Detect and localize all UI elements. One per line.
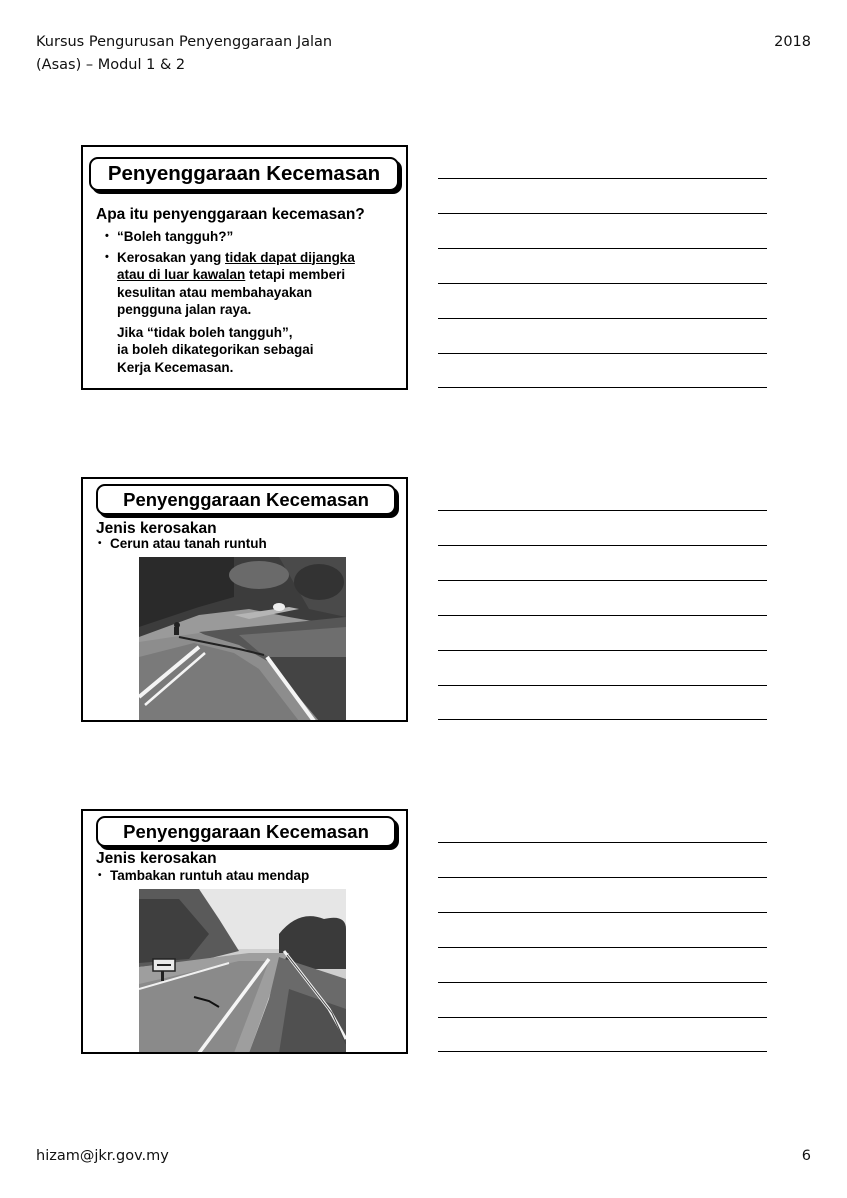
note-line: Jika “tidak boleh tangguh”, xyxy=(117,324,293,340)
header-line-1: Kursus Pengurusan Penyenggaraan Jalan xyxy=(36,34,333,50)
bullet-icon: • xyxy=(98,870,102,881)
landslide-road-photo xyxy=(139,557,346,721)
note-line-rule xyxy=(438,283,767,284)
bullet-item xyxy=(96,249,401,319)
header-line-2: (Asas) – Modul 1 & 2 xyxy=(36,57,186,73)
slide-title: Penyenggaraan Kecemasan xyxy=(89,157,399,191)
landslide-photo-image xyxy=(139,557,346,721)
note-line-rule xyxy=(438,982,767,983)
footer-email: hizam@jkr.gov.my xyxy=(36,1148,169,1164)
note-line-rule xyxy=(438,213,767,214)
note-line-rule xyxy=(438,912,767,913)
slide-3 xyxy=(81,809,408,1054)
note-line-rule xyxy=(438,248,767,249)
note-line-rule xyxy=(438,1051,767,1052)
slide-subtitle: Jenis kerosakan xyxy=(96,850,217,867)
bullet-item xyxy=(96,536,267,552)
note-line-rule xyxy=(438,178,767,179)
slide-2 xyxy=(81,477,408,722)
slide-title: Penyenggaraan Kecemasan xyxy=(96,816,396,847)
bullet-text-part: kesulitan atau membahayakan xyxy=(117,284,313,300)
slide-subtitle: Jenis kerosakan xyxy=(96,520,217,537)
slide-title: Penyenggaraan Kecemasan xyxy=(96,484,396,515)
slide-1 xyxy=(81,145,408,390)
page-header-title xyxy=(36,31,332,77)
note-line-rule xyxy=(438,947,767,948)
note-line-rule xyxy=(438,318,767,319)
note-line-rule xyxy=(438,1017,767,1018)
bullet-item xyxy=(96,868,309,884)
slide-question: Apa itu penyenggaraan kecemasan? xyxy=(96,206,365,223)
underlined-text: tidak dapat dijangka xyxy=(225,249,355,265)
slide-body xyxy=(96,205,401,376)
bullet-text: “Boleh tangguh?” xyxy=(117,229,234,244)
bullet-text-part: pengguna jalan raya. xyxy=(117,302,252,317)
page-number: 6 xyxy=(801,1148,811,1164)
note-line: ia boleh dikategorikan sebagai xyxy=(117,342,314,357)
note-line-rule xyxy=(438,685,767,686)
note-line: Kerja Kecemasan. xyxy=(117,359,234,375)
slide-note xyxy=(96,324,401,377)
embankment-photo-image xyxy=(139,889,346,1053)
note-line-rule xyxy=(438,545,767,546)
bullet-text: Cerun atau tanah runtuh xyxy=(110,536,267,551)
bullet-text-part: tetapi memberi xyxy=(245,267,346,282)
note-line-rule xyxy=(438,387,767,388)
header-year: 2018 xyxy=(774,34,811,50)
bullet-text: Tambakan runtuh atau mendap xyxy=(110,868,310,883)
note-line-rule xyxy=(438,877,767,878)
note-line-rule xyxy=(438,719,767,720)
bullet-icon: • xyxy=(105,250,109,263)
note-line-rule xyxy=(438,615,767,616)
bullet-icon: • xyxy=(105,230,109,242)
note-line-rule xyxy=(438,842,767,843)
note-line-rule xyxy=(438,580,767,581)
bullet-item xyxy=(96,228,401,246)
bullet-text-part: Kerosakan yang xyxy=(117,249,226,265)
embankment-collapse-photo xyxy=(139,889,346,1053)
bullet-icon: • xyxy=(98,538,102,549)
note-line-rule xyxy=(438,353,767,354)
underlined-text: atau di luar kawalan xyxy=(117,267,246,282)
note-line-rule xyxy=(438,650,767,651)
note-line-rule xyxy=(438,510,767,511)
